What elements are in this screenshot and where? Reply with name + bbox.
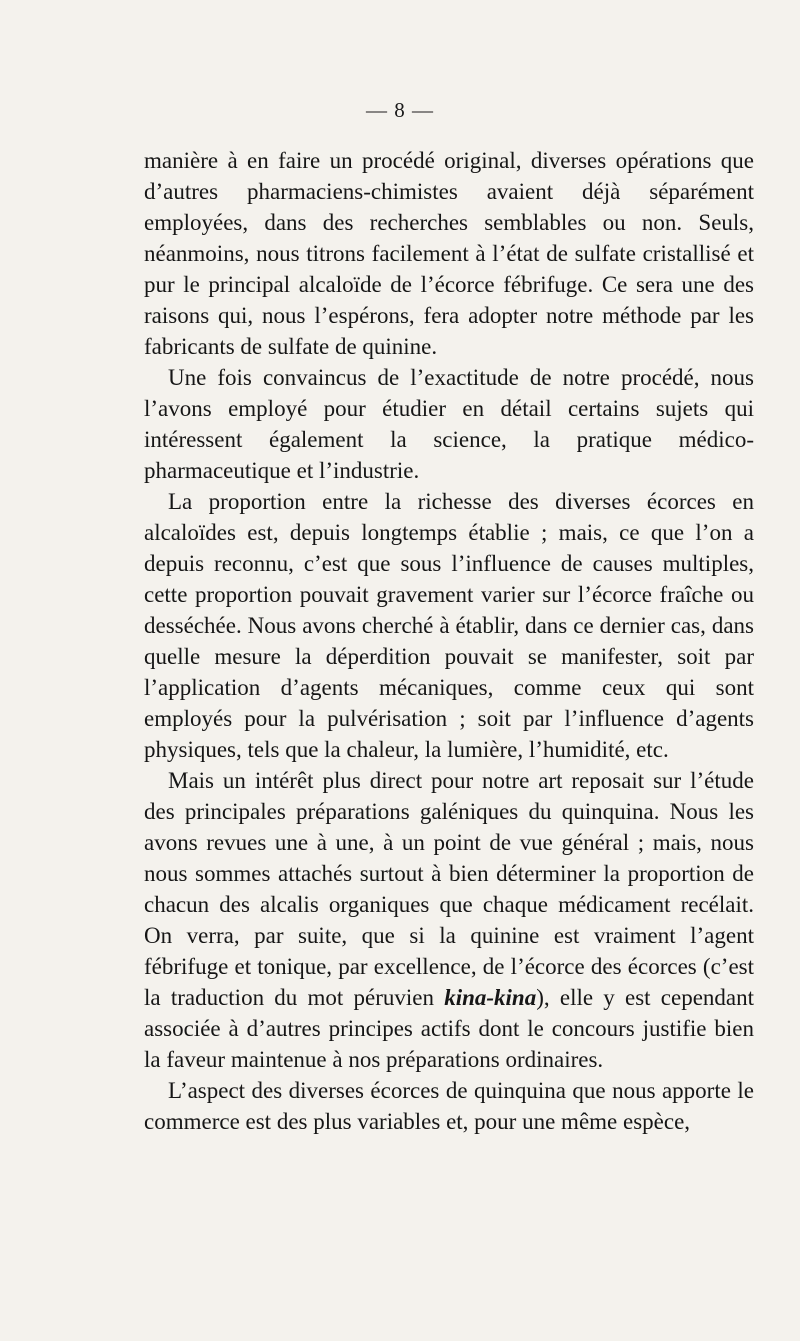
paragraph-4 (144, 765, 754, 1075)
emphasis-term: kina-kina (444, 985, 537, 1010)
paragraph-3: La proportion entre la richesse des diverses écorces en alcaloïdes est, depuis longtemps établie ; mais, ce que l’on a depuis reconnu, c’est que sous l’influence de causes multiples, cette proportion pouvait gravement varier sur l’écorce fraîche ou desséchée. Nous avons cherché à établir, dans ce dernier cas, dans quelle mesure la déperdition pouvait se manifester, soit par l’application d’agents mécaniques, comme ceux qui sont employés pour la pulvérisation ; soit par l’influence d’agents physiques, tels que la chaleur, la lumière, l’humidité, etc. (144, 489, 754, 762)
paragraph-4-part-1: Mais un intérêt plus direct pour notre art reposait sur l’étude des principales préparations galéniques du quinquina. Nous les avons revues une à une, à un point de vue général ; mais, nous nous sommes attachés surtout à bien déterminer la proportion de chacun des alcalis organiques que chaque médicament recélait. On verra, par suite, que si la quinine est vraiment l’agent fébrifuge et tonique, par excellence, de l’écorce des écorces (c’est la traduction du mot péruvien (144, 768, 754, 1010)
paragraph-4-part-2: ), elle y est cependant associée à d’autres principes actifs dont le concours justifie bien la faveur maintenue à nos préparations ordinaires. (144, 985, 754, 1072)
page-number: — 8 — (366, 98, 434, 122)
paragraph-2: Une fois convaincus de l’exactitude de notre procédé, nous l’avons employé pour étudier en détail certains sujets qui intéressent également la science, la pratique médico-pharmaceutique et l’industrie. (144, 365, 754, 483)
paragraph-1: manière à en faire un procédé original, diverses opérations que d’autres pharmaciens-chimistes avaient déjà séparément employées, dans des recherches semblables ou non. Seuls, néanmoins, nous titrons facilement à l’état de sulfate cristallisé et pur le principal alcaloïde de l’écorce fébrifuge. Ce sera une des raisons qui, nous l’espérons, fera adopter notre méthode par les fabricants de sulfate de quinine. (144, 148, 754, 359)
paragraph-5: L’aspect des diverses écorces de quinquina que nous apporte le commerce est des plus variables et, pour une même espèce, (144, 1078, 754, 1134)
body-text (144, 145, 754, 1137)
